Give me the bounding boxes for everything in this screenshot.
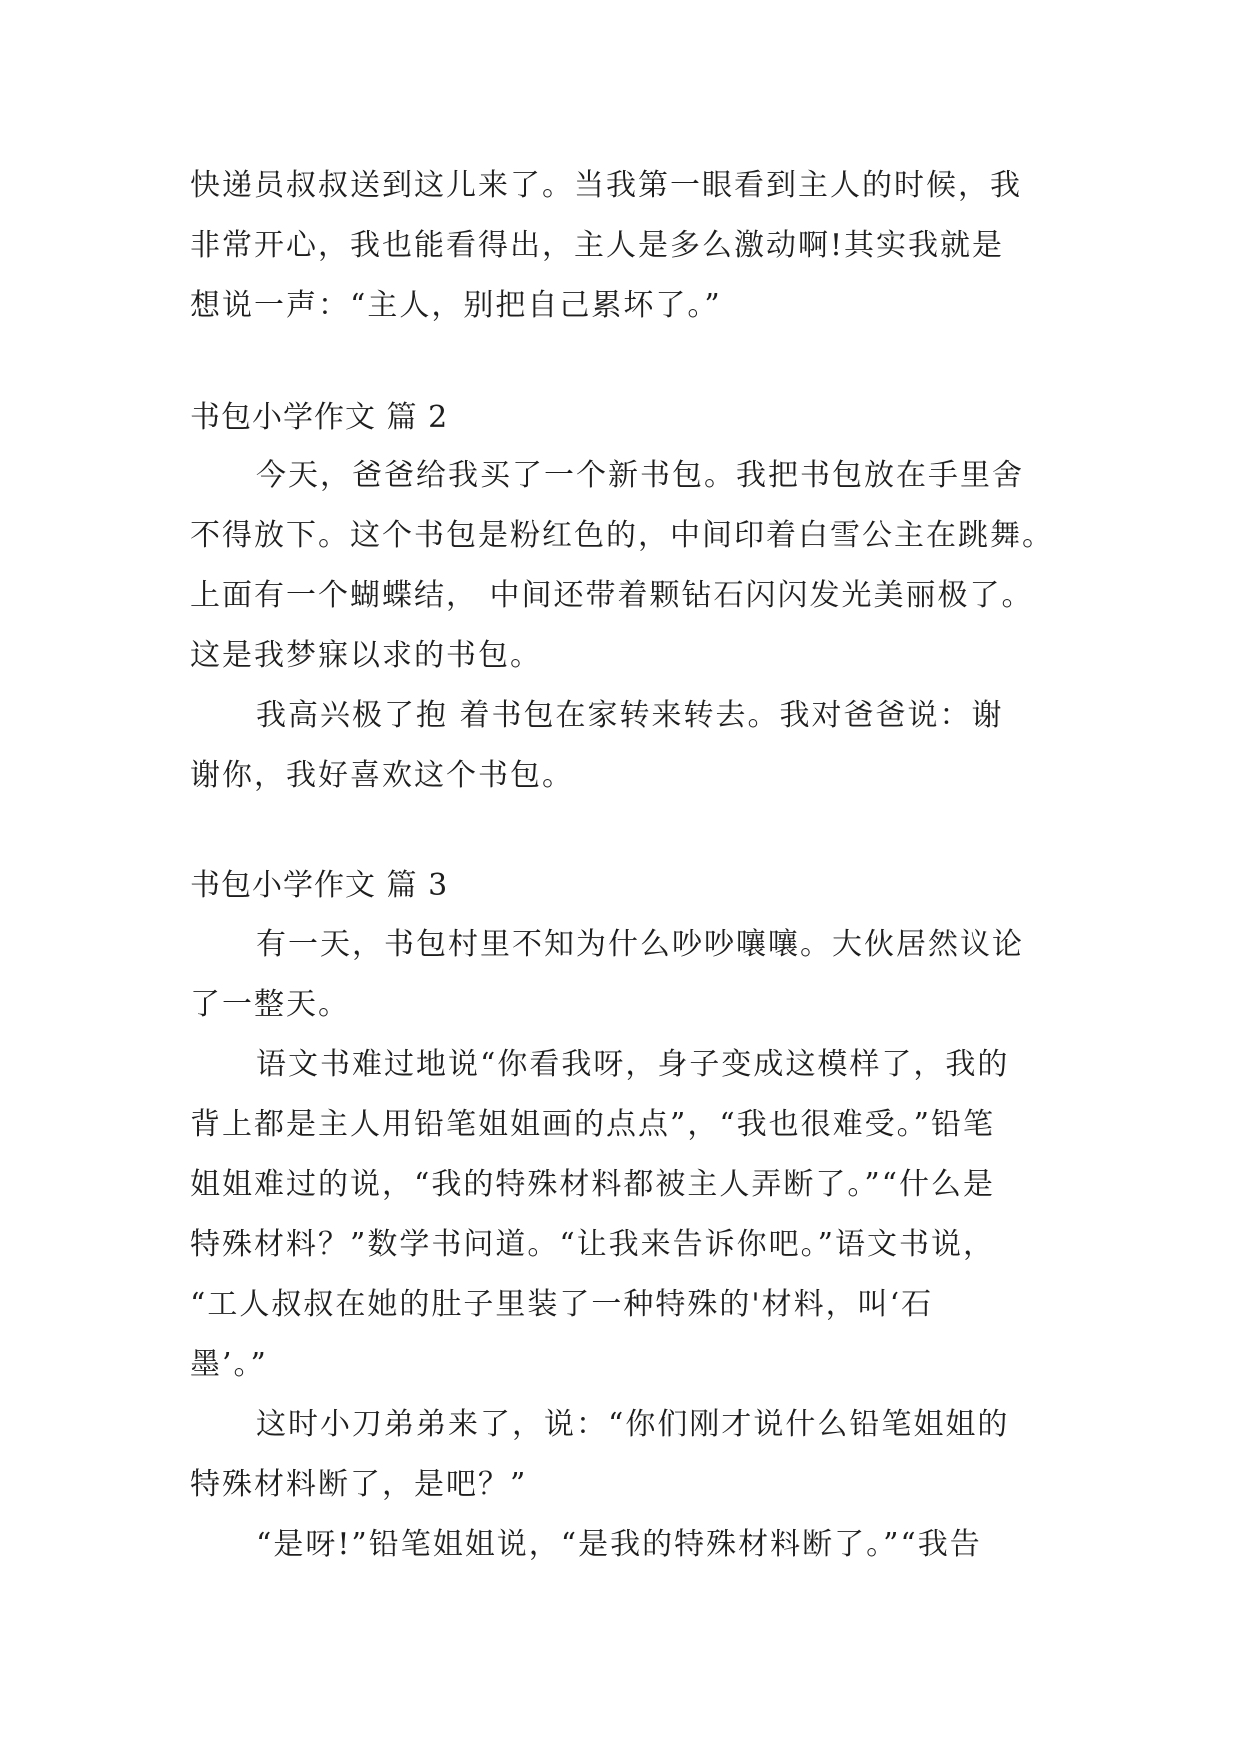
paragraph-line: 这时小刀弟弟来了，说：“你们刚才说什么铅笔姐姐的 [256, 1407, 1010, 1442]
paragraph-line: 快递员叔叔送到这儿来了。当我第一眼看到主人的时候，我 [190, 168, 1022, 203]
paragraph-line: 不得放下。这个书包是粉红色的，中间印着白雪公主在跳舞。 [190, 518, 1054, 553]
paragraph-line: 非常开心，我也能看得出，主人是多么激动啊!其实我就是 [190, 228, 1005, 263]
paragraph-line: 了一整天。 [190, 987, 350, 1022]
paragraph-line: 特殊材料？”数学书问道。“让我来告诉你吧。”语文书说， [190, 1227, 996, 1262]
paragraph-line: 这是我梦寐以求的书包。 [190, 638, 542, 673]
paragraph-line: “工人叔叔在她的肚子里装了一种特殊的'材料，叫‘石 [190, 1287, 934, 1322]
section-heading: 书包小学作文 篇 3 [190, 868, 449, 903]
paragraph-line: 墨’。” [190, 1347, 268, 1382]
paragraph-line: 背上都是主人用铅笔姐姐画的点点”，“我也很难受。”铅笔 [190, 1107, 996, 1142]
paragraph-line: “是呀!”铅笔姐姐说，“是我的特殊材料断了。”“我告 [256, 1527, 982, 1562]
paragraph-line: 有一天，书包村里不知为什么吵吵嚷嚷。大伙居然议论 [256, 927, 1024, 962]
paragraph-line: 我高兴极了抱 着书包在家转来转去。我对爸爸说：谢 [256, 698, 1004, 733]
paragraph-line: 姐姐难过的说，“我的特殊材料都被主人弄断了。”“什么是 [190, 1167, 996, 1202]
paragraph-line: 今天，爸爸给我买了一个新书包。我把书包放在手里舍 [256, 458, 1024, 493]
paragraph-line: 上面有一个蝴蝶结， 中间还带着颗钻石闪闪发光美丽极了。 [190, 578, 1034, 613]
paragraph-line: 谢你，我好喜欢这个书包。 [190, 758, 574, 793]
paragraph-line: 语文书难过地说“你看我呀，身子变成这模样了，我的 [256, 1047, 1010, 1082]
paragraph-line: 特殊材料断了，是吧？” [190, 1467, 528, 1502]
section-heading: 书包小学作文 篇 2 [190, 400, 449, 435]
paragraph-line: 想说一声：“主人，别把自己累坏了。” [190, 288, 722, 323]
